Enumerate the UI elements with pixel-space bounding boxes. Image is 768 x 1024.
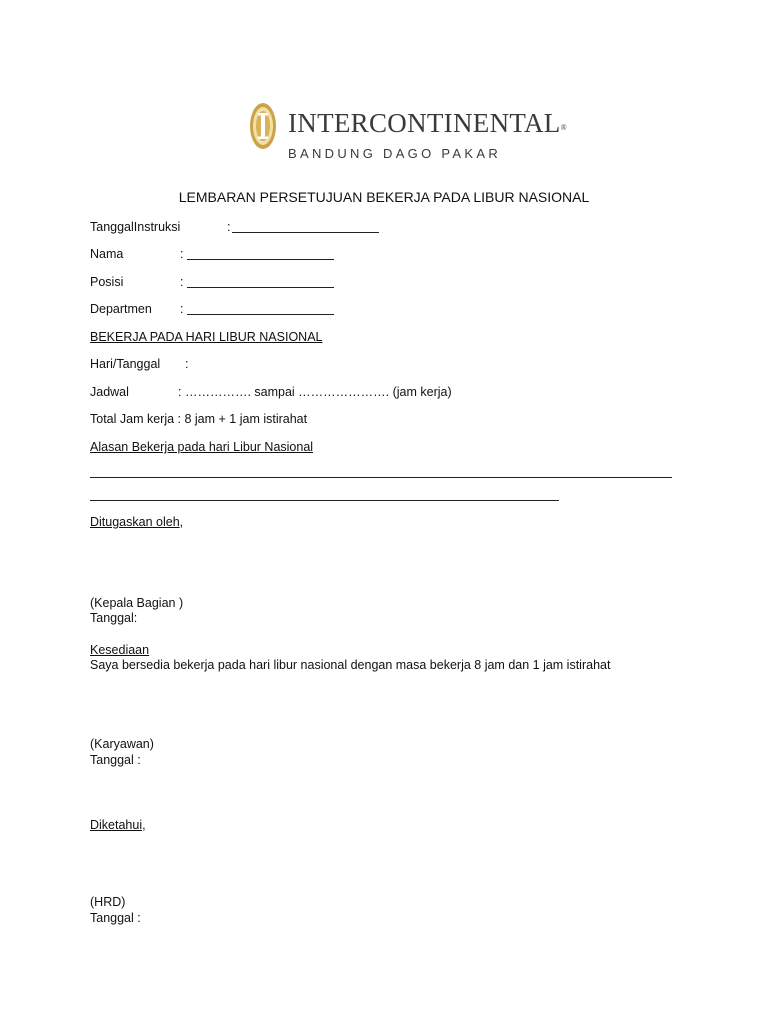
posisi-sep: : <box>180 275 184 289</box>
nama-label: Nama <box>90 247 124 261</box>
reason-section-heading: Alasan Bekerja pada hari Libur Nasional <box>90 440 314 454</box>
hotel-logo <box>246 100 567 166</box>
tanggal-instruksi-blank[interactable] <box>232 232 379 233</box>
reason-blank-line-2[interactable] <box>90 500 559 501</box>
consent-statement: Saya bersedia bekerja pada hari libur nasional dengan masa bekerja 8 jam dan 1 jam istirahat <box>90 658 611 672</box>
acknowledged-heading: Diketahui, <box>90 818 146 832</box>
departmen-label: Departmen <box>90 302 152 316</box>
departmen-sep: : <box>180 302 184 316</box>
total-jam-kerja: Total Jam kerja : 8 jam + 1 jam istirahat <box>90 412 308 426</box>
assigned-date-label: Tanggal: <box>90 611 138 625</box>
hari-tanggal-sep: : <box>185 357 189 371</box>
brand-name: INTERCONTINENTAL® <box>288 108 567 138</box>
acknowledged-date-label: Tanggal : <box>90 911 141 925</box>
consent-heading: Kesediaan <box>90 643 150 657</box>
holiday-section-heading: BEKERJA PADA HARI LIBUR NASIONAL <box>90 330 323 344</box>
tanggal-instruksi-sep: : <box>227 220 231 234</box>
jadwal-value: : ……………. sampai …………………. (jam kerja) <box>178 385 452 399</box>
nama-blank[interactable] <box>187 259 334 260</box>
consent-date-label: Tanggal : <box>90 753 141 767</box>
assigned-signer: (Kepala Bagian ) <box>90 596 184 610</box>
consent-signer: (Karyawan) <box>90 737 154 751</box>
intercontinental-emblem-icon <box>246 100 284 154</box>
document-title: LEMBARAN PERSETUJUAN BEKERJA PADA LIBUR NASIONAL <box>178 189 590 205</box>
acknowledged-signer: (HRD) <box>90 895 126 909</box>
nama-sep: : <box>180 247 184 261</box>
jadwal-label: Jadwal <box>90 385 129 399</box>
brand-location: BANDUNG DAGO PAKAR <box>288 146 502 161</box>
departmen-blank[interactable] <box>187 314 334 315</box>
posisi-label: Posisi <box>90 275 124 289</box>
hari-tanggal-label: Hari/Tanggal <box>90 357 161 371</box>
tanggal-instruksi-label: TanggalInstruksi <box>90 220 181 234</box>
reason-blank-line-1[interactable] <box>90 477 672 478</box>
posisi-blank[interactable] <box>187 287 334 288</box>
assigned-heading: Ditugaskan oleh, <box>90 515 184 529</box>
